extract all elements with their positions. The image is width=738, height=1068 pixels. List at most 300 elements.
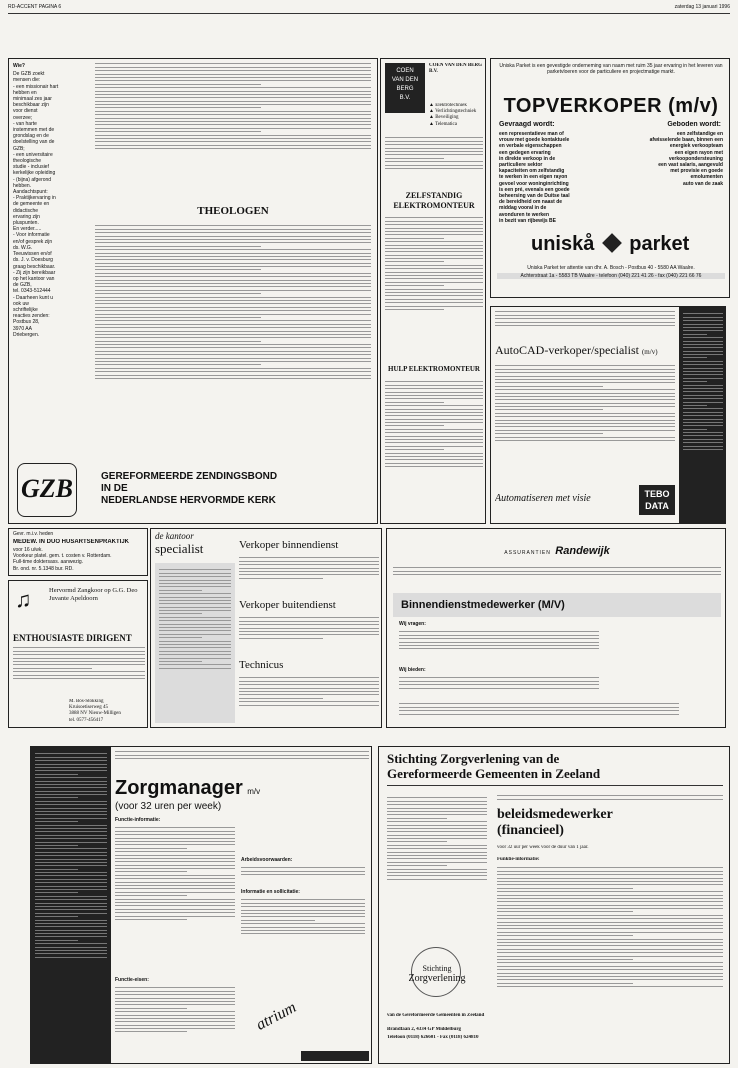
text-line: [239, 677, 379, 678]
zorgmanager-headline: [115, 777, 369, 800]
text-line: [95, 263, 371, 264]
text-line: [497, 871, 723, 872]
text-line: [239, 698, 323, 699]
list-item: - van harte: [13, 120, 37, 127]
text-line: [95, 253, 371, 254]
zeeland-title-1: Stichting Zorgverlening van de: [387, 751, 560, 766]
text-line: [35, 957, 107, 958]
page-header-left: RD-ACCENT PAGINA 6: [8, 4, 62, 10]
coen-logo-line: BERG: [396, 86, 414, 92]
text-line: [159, 590, 202, 591]
list-item: graag beschikbaar.: [13, 263, 56, 270]
text-line: [115, 882, 235, 883]
text-line: [495, 386, 603, 387]
text-line: [495, 365, 675, 366]
text-line: [387, 855, 487, 856]
text-line: [683, 313, 723, 314]
zorgmanager-col-2: [241, 865, 365, 885]
randewijk-vragen-list: [399, 629, 599, 665]
text-line: [385, 395, 483, 396]
text-line: [385, 251, 483, 252]
text-line: [95, 300, 371, 301]
text-line: [385, 161, 483, 162]
text-line: [115, 1011, 235, 1012]
text-line: [495, 382, 675, 383]
list-item: - Praktijkervaring in: [13, 195, 56, 202]
text-line: [13, 671, 145, 672]
text-line: [239, 634, 379, 635]
text-line: [35, 886, 107, 887]
text-line: [239, 688, 379, 689]
text-line: [495, 416, 675, 417]
text-line: [115, 994, 235, 995]
text-line: [497, 891, 723, 892]
text-line: [13, 675, 145, 676]
coen-logo: [385, 63, 425, 113]
text-line: [239, 557, 379, 558]
text-line: [239, 684, 379, 685]
text-line: [95, 101, 371, 102]
text-line: [239, 705, 379, 706]
list-item: Voorkeur platel. gem. t. costen v. Rotterdam.: [13, 553, 112, 560]
text-line: [385, 459, 483, 460]
autocad-body: [495, 363, 675, 483]
text-line: [385, 422, 483, 423]
text-line: [495, 379, 675, 380]
text-line: [95, 283, 371, 284]
text-line: [95, 107, 261, 108]
list-item: kerkelijke opleiding: [13, 170, 56, 177]
text-line: [115, 827, 235, 828]
list-item: hebben en: [13, 89, 37, 96]
text-line: [683, 334, 707, 335]
text-line: [385, 388, 483, 389]
gzb-body-text-1: [95, 61, 371, 201]
text-line: [13, 668, 92, 669]
randewijk-bieden: Wij bieden:: [399, 667, 426, 673]
list-item: ds. W.G.: [13, 244, 33, 251]
text-line: [115, 1025, 235, 1026]
page-header-date: zaterdag 13 januari 1996: [674, 4, 730, 10]
zangkoor-ad: [8, 580, 148, 728]
text-line: [95, 266, 371, 267]
text-line: [495, 318, 675, 319]
text-line: [95, 67, 371, 68]
coen-logo-line: VAN DEN: [391, 77, 419, 83]
text-line: [683, 425, 723, 426]
text-line: [95, 351, 371, 352]
text-line: [241, 899, 365, 900]
text-line: [239, 701, 379, 702]
text-line: [35, 916, 78, 917]
list-item: Full-time doktersass. aanwezig.: [13, 559, 84, 566]
text-line: [115, 998, 235, 999]
list-item: Teeuwissen en/of: [13, 251, 52, 258]
divider: [387, 785, 723, 786]
text-line: [495, 389, 675, 390]
list-item: voor 16 u/wk.: [13, 547, 43, 553]
zorgmanager-title: Zorgmanager: [115, 777, 243, 799]
text-line: [95, 276, 371, 277]
text-line: [35, 882, 107, 883]
text-line: [115, 868, 235, 869]
text-line: [387, 879, 487, 880]
autocad-sidebar: [679, 307, 726, 524]
list-item: - Daarheen kunt u: [13, 294, 54, 301]
text-line: [683, 391, 723, 392]
text-line: [35, 777, 107, 778]
text-line: [95, 364, 261, 365]
coen-text-2: [385, 215, 483, 365]
text-line: [35, 892, 78, 893]
text-line: [35, 879, 107, 880]
coen-ad: [380, 58, 486, 524]
text-line: [115, 838, 235, 839]
text-line: [35, 875, 107, 876]
list-item: avonduren te werken: [499, 211, 550, 218]
text-line: [497, 976, 723, 977]
text-line: [95, 358, 371, 359]
kantoor-text-1: [239, 555, 379, 595]
text-line: [239, 628, 379, 629]
text-line: [387, 862, 487, 863]
text-line: [159, 573, 231, 574]
text-line: [115, 1028, 235, 1029]
text-line: [159, 630, 231, 631]
uniska-address-1: Uniska Parket ter attentie van dhr. A. Bosch - Postbus 40 - 5580 AA Waalre.: [527, 265, 695, 271]
list-item: in bezit van rijbewijs BE: [499, 217, 556, 224]
text-line: [95, 242, 371, 243]
text-line: [95, 121, 371, 122]
text-line: [35, 787, 107, 788]
list-item: 3970 AA: [13, 325, 32, 332]
text-line: [495, 426, 675, 427]
text-line: [683, 341, 723, 342]
text-line: [115, 871, 187, 872]
uniska-right-list: [619, 131, 723, 187]
text-line: [35, 950, 107, 951]
text-line: [115, 1004, 235, 1005]
text-line: [385, 392, 483, 393]
zeeland-body: [497, 865, 723, 1055]
text-line: [95, 269, 261, 270]
list-item: is een pré, evenals een goede: [499, 186, 570, 193]
text-line: [399, 707, 679, 708]
page-header: [8, 4, 730, 14]
zeeland-phone: Telefoon (0118) 626601 - Fax (0118) 624810: [387, 1035, 479, 1040]
text-line: [497, 898, 723, 899]
text-line: [399, 714, 679, 715]
list-item: op het kantoor van: [13, 275, 55, 282]
medew-top: Gevr. m.i.v. heden: [13, 531, 54, 537]
text-line: [35, 838, 107, 839]
text-line: [115, 895, 187, 896]
text-line: [239, 561, 379, 562]
gzb-section-title: THEOLOGEN: [197, 205, 269, 217]
zorgmanager-col-2b: [241, 897, 365, 957]
text-line: [497, 969, 723, 970]
text-line: [239, 631, 379, 632]
text-line: [159, 634, 231, 635]
text-line: [385, 258, 483, 259]
autocad-tag: (m/v): [641, 348, 658, 356]
text-line: [399, 681, 599, 682]
text-line: [385, 429, 483, 430]
text-line: [683, 320, 723, 321]
text-line: [387, 845, 487, 846]
zorgmanager-col-1b: [115, 985, 235, 1059]
text-line: [115, 1001, 235, 1002]
text-line: [385, 405, 483, 406]
text-line: [35, 828, 107, 829]
text-line: [159, 627, 231, 628]
text-line: [385, 261, 444, 262]
text-line: [239, 578, 323, 579]
text-line: [159, 603, 231, 604]
list-item: energiek verkoopteam: [669, 143, 723, 150]
text-line: [35, 753, 107, 754]
text-line: [495, 420, 675, 421]
text-line: [385, 436, 483, 437]
coen-text-1: [385, 135, 483, 189]
list-item: te werken in een eigen rayon: [499, 174, 568, 181]
text-line: [239, 681, 379, 682]
text-line: [385, 302, 483, 303]
text-line: [239, 571, 379, 572]
text-line: [35, 791, 107, 792]
text-line: [35, 770, 107, 771]
autocad-title: AutoCAD-verkoper/specialist: [495, 343, 639, 357]
coen-bullets: [429, 103, 485, 128]
text-line: [385, 234, 483, 235]
text-line: [241, 871, 365, 872]
text-line: [495, 413, 675, 414]
list-item: voor dienst: [13, 108, 38, 115]
text-line: [241, 916, 365, 917]
text-line: [115, 1015, 235, 1016]
text-line: [159, 600, 231, 601]
text-line: [95, 327, 371, 328]
text-line: [35, 781, 107, 782]
text-line: [385, 385, 483, 386]
text-line: [683, 449, 723, 450]
text-line: [387, 825, 487, 826]
text-line: [35, 896, 107, 897]
text-line: [683, 435, 723, 436]
text-line: [239, 691, 379, 692]
list-item: studie - inclusief: [13, 164, 49, 171]
text-line: [95, 131, 261, 132]
text-line: [115, 991, 235, 992]
gzb-ad: [8, 58, 378, 524]
text-line: [387, 865, 447, 866]
coen-logo-line: COEN: [396, 68, 414, 74]
list-item: kapaciteiten om zelfstandig: [499, 168, 565, 175]
text-line: [95, 337, 371, 338]
atrium-bar: [301, 1051, 369, 1061]
text-line: [495, 406, 675, 407]
zorgmanager-sec1: Functie-informatie:: [115, 817, 161, 823]
text-line: [385, 285, 444, 286]
gzb-footer-1: GEREFORMEERDE ZENDINGSBOND: [101, 471, 278, 482]
text-line: [159, 624, 231, 625]
randewijk-bieden-list: [399, 675, 599, 699]
text-line: [241, 906, 365, 907]
text-line: [115, 875, 235, 876]
text-line: [35, 852, 107, 853]
text-line: [241, 867, 365, 868]
text-line: [35, 889, 107, 890]
text-line: [115, 841, 235, 842]
text-line: [385, 141, 483, 142]
text-line: [95, 354, 371, 355]
text-line: [497, 939, 723, 940]
zeeland-foot: van de Gereformeerde Gemeenten in Zeeland: [387, 1013, 485, 1018]
kantoor-logo-2: specialist: [155, 541, 204, 556]
text-line: [385, 419, 483, 420]
zeeland-logo-circle: Stichting Zorgverlening: [411, 947, 461, 997]
list-item: in direkte verkoop in de: [499, 155, 556, 162]
list-item: een zelfstandige en: [676, 131, 723, 137]
text-line: [35, 872, 107, 873]
text-line: [239, 694, 379, 695]
text-line: [95, 141, 371, 142]
text-line: [399, 642, 599, 643]
randewijk-ad: [386, 528, 726, 728]
text-line: [13, 664, 145, 665]
text-line: [497, 962, 723, 963]
text-line: [35, 943, 107, 944]
coen-text-3: [385, 379, 483, 519]
medew-lines: [13, 547, 143, 572]
list-item: afwisselende baan, binnen een: [649, 137, 723, 144]
zeeland-title-2: Gereformeerde Gemeenten in Zeeland: [387, 766, 601, 781]
kantoor-text-3: [239, 675, 379, 723]
text-line: [385, 446, 483, 447]
text-line: [385, 412, 483, 413]
gzb-footer: [101, 471, 371, 507]
text-line: [159, 664, 231, 665]
list-item: grondslag en de: [13, 133, 49, 140]
zorgmanager-sec2: Arbeidsvoorwaarden:: [241, 857, 293, 863]
text-line: [387, 841, 447, 842]
text-line: [35, 953, 107, 954]
text-line: [385, 148, 483, 149]
text-line: [241, 933, 365, 934]
gzb-footer-3: NEDERLANDSE HERVORMDE KERK: [101, 495, 276, 506]
text-line: [385, 449, 444, 450]
text-line: [683, 347, 723, 348]
text-line: [387, 804, 487, 805]
list-item: - een missionair hart: [13, 83, 59, 90]
text-line: [497, 908, 723, 909]
text-line: [683, 422, 723, 423]
text-line: [159, 617, 231, 618]
text-line: [387, 831, 487, 832]
text-line: [159, 668, 231, 669]
text-line: [95, 297, 371, 298]
list-item: een representatieve man of: [499, 131, 564, 137]
text-line: [95, 236, 371, 237]
text-line: [115, 831, 235, 832]
list-item: schriftelijke: [13, 306, 38, 313]
text-line: [495, 440, 675, 441]
text-line: [497, 949, 723, 950]
text-line: [683, 330, 723, 331]
text-line: [683, 361, 723, 362]
text-line: [95, 280, 371, 281]
text-line: [495, 423, 675, 424]
text-line: [115, 751, 369, 752]
text-line: [95, 341, 261, 342]
text-line: [13, 661, 145, 662]
text-line: [497, 888, 633, 889]
text-line: [495, 315, 675, 316]
list-item: vrouw met goede kontaktuele: [499, 137, 570, 144]
gzb-side-list: [13, 71, 89, 338]
text-line: [95, 293, 261, 294]
text-line: [497, 915, 723, 916]
text-line: [159, 583, 231, 584]
text-line: [385, 224, 483, 225]
text-line: [35, 842, 107, 843]
text-line: [35, 859, 107, 860]
text-line: [95, 135, 371, 136]
text-line: [239, 621, 379, 622]
text-line: [495, 369, 675, 370]
autocad-slogan: Automatiseren met visie: [495, 493, 591, 504]
text-line: [387, 821, 487, 822]
zeeland-role-1: beleidsmedewerker: [497, 807, 613, 822]
coen-logo-line: B.V.: [399, 95, 411, 101]
text-line: [497, 986, 723, 987]
list-item: emolumenten: [690, 174, 723, 181]
text-line: [115, 758, 369, 759]
text-line: [683, 317, 723, 318]
text-line: [159, 586, 231, 587]
list-item: auto van de zaak: [682, 180, 723, 187]
text-line: [683, 432, 723, 433]
text-line: [95, 307, 371, 308]
text-line: [385, 265, 483, 266]
text-line: [95, 84, 261, 85]
text-line: [95, 229, 371, 230]
list-item: De GZB zoekt: [13, 71, 45, 78]
text-line: [497, 935, 633, 936]
list-item: pluspunten.: [13, 220, 39, 227]
text-line: [683, 408, 723, 409]
text-line: [385, 415, 483, 416]
text-line: [115, 1031, 187, 1032]
text-line: [159, 658, 231, 659]
text-line: [35, 811, 107, 812]
autocad-intro: [495, 309, 675, 339]
text-line: [385, 275, 483, 276]
text-line: [683, 374, 723, 375]
randewijk-brand: Randewijk: [555, 545, 610, 557]
text-line: [35, 947, 107, 948]
text-line: [115, 834, 235, 835]
text-line: [393, 574, 721, 575]
zeeland-intro: [497, 793, 723, 803]
text-line: [239, 617, 379, 618]
text-line: [95, 259, 371, 260]
uniska-address-2: Achterstraat 1a - 5583 TB Waalre - telefoon (040) 221 41 26 - fax (040) 221 66 76: [497, 273, 725, 279]
text-line: [385, 289, 483, 290]
text-line: [385, 439, 483, 440]
text-line: [35, 865, 107, 866]
text-line: [683, 395, 723, 396]
